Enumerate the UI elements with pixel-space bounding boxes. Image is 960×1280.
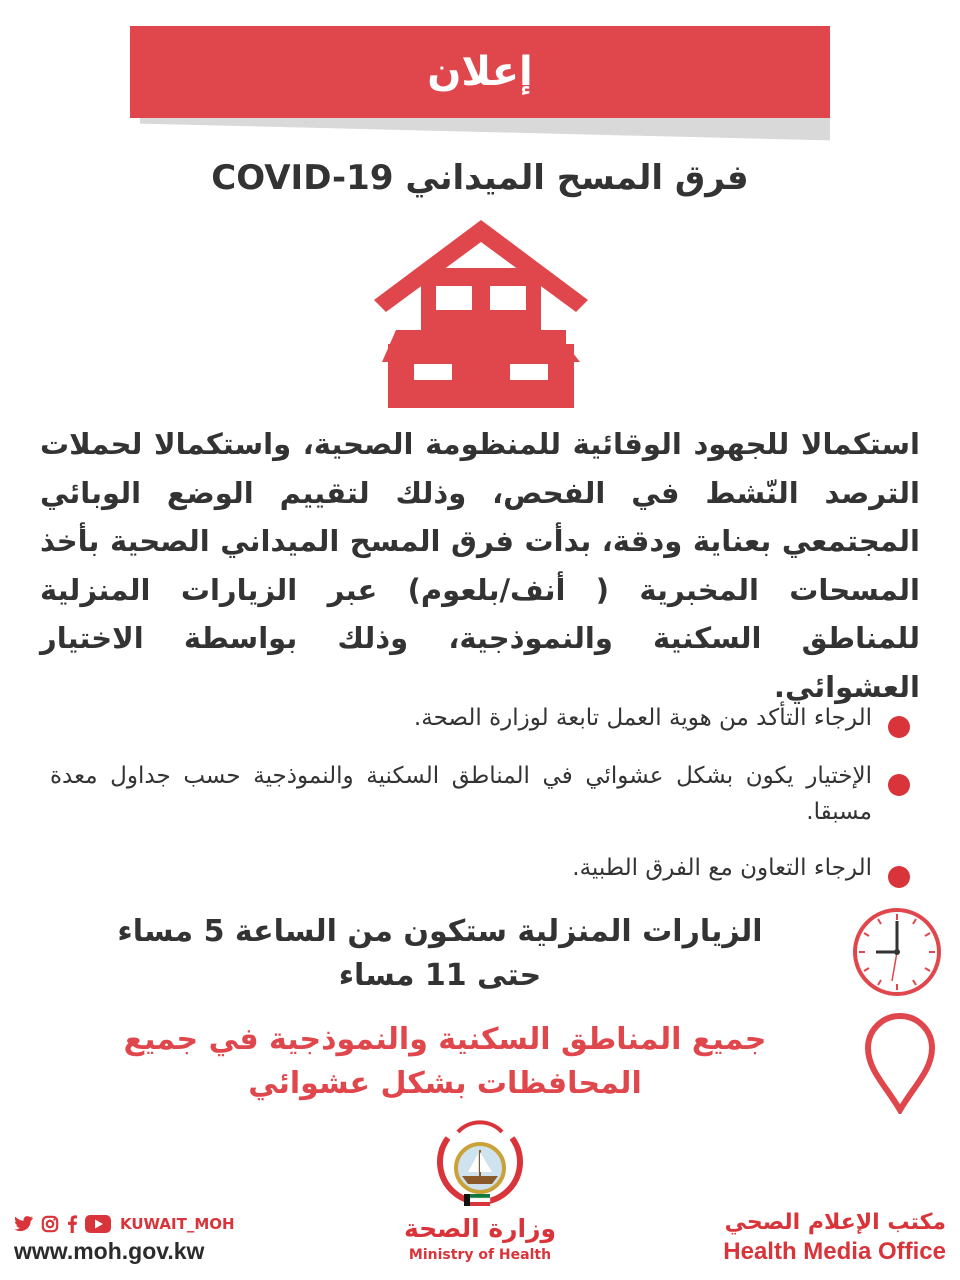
twitter-icon[interactable] [14, 1215, 34, 1233]
areas-line2: المحافظات بشكل عشوائي [248, 1066, 642, 1101]
instagram-icon[interactable] [41, 1215, 59, 1233]
bullet-list [50, 700, 910, 908]
bullet-dot-icon [888, 774, 910, 796]
kuwait-emblem-icon [428, 1118, 532, 1218]
list-item [50, 700, 910, 738]
banner-title: إعلان [427, 49, 533, 95]
areas-line1: جميع المناطق السكنية والنموذجية في جميع [123, 1022, 767, 1057]
intro-paragraph: استكمالا للجهود الوقائية للمنظومة الصحية، واستكمالا لحملات الترصد النّشط في الفحص، وذلك لتقييم الوضع الوبائي المجتمعي بعناية ودقة، بدأت فرق المسح الميداني الصحية بأخذ المسحات المخبرية ( أنف/بلعوم) عبر الزيارات المنزلية للمناطق السكنية والنموذجية، وذلك بواسطة الاختيار العشوائي. [40, 427, 920, 704]
social-links [14, 1215, 235, 1233]
visit-hours [50, 910, 830, 998]
location-pin-icon [862, 1010, 938, 1114]
bullet-text: الرجاء التعاون مع الفرق الطبية. [572, 855, 872, 881]
page-title: فرق المسح الميداني COVID-19 [211, 158, 749, 198]
bullet-text: الرجاء التأكد من هوية العمل تابعة لوزارة الصحة. [413, 705, 872, 731]
list-item [50, 758, 910, 830]
ministry-name-en: Ministry of Health [408, 1247, 552, 1263]
visit-hours-line1: الزيارات المنزلية ستكون من الساعة 5 مساء [117, 914, 763, 949]
website-link[interactable]: www.moh.gov.kw [14, 1238, 205, 1264]
visit-hours-line2: حتى 11 مساء [338, 958, 542, 993]
youtube-icon[interactable] [85, 1215, 111, 1233]
health-media-office-en: Health Media Office [723, 1238, 946, 1265]
facebook-icon[interactable] [66, 1215, 78, 1233]
ministry-name-ar: وزارة الصحة [403, 1214, 557, 1243]
areas-notice [50, 1018, 840, 1106]
clock-icon [852, 907, 942, 997]
health-media-office-ar: مكتب الإعلام الصحي [724, 1210, 946, 1235]
house-icon [366, 212, 596, 412]
bullet-dot-icon [888, 866, 910, 888]
bullet-dot-icon [888, 716, 910, 738]
announcement-banner [130, 26, 830, 118]
social-handle: KUWAIT_MOH [120, 1215, 235, 1233]
bullet-text: الإختيار يكون بشكل عشوائي في المناطق السكنية والنموذجية حسب جداول معدة مسبقا. [50, 763, 872, 825]
list-item [50, 850, 910, 888]
